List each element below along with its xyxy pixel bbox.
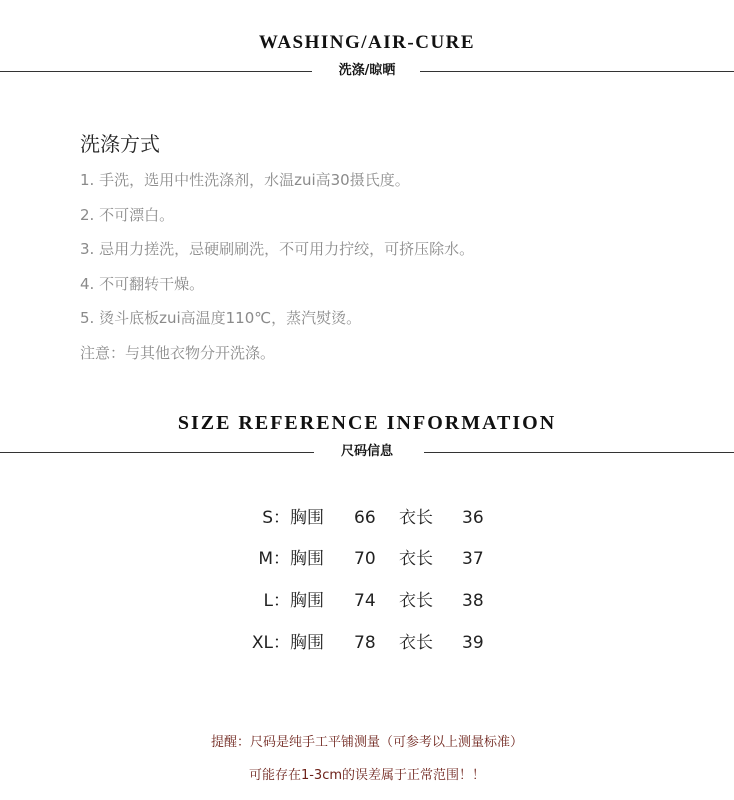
washing-item-3: 3. 忌用力搓洗，忌硬刷刷洗，不可用力拧绞，可挤压除水。: [80, 240, 475, 258]
measurement-error-note: 可能存在1-3cm的误差属于正常范围！！: [248, 768, 486, 783]
divider-line-right: [424, 452, 734, 453]
washing-instructions-list: [80, 163, 474, 370]
length-label: 衣长: [399, 591, 433, 611]
size-title-en: SIZE REFERENCE INFORMATION: [177, 412, 557, 434]
size-title-cn: 尺码信息: [340, 444, 393, 459]
chest-value: 66: [354, 508, 376, 528]
size-label: M：: [258, 549, 290, 569]
length-label: 衣长: [399, 549, 433, 569]
washing-item-4: 4. 不可翻转干燥。: [80, 274, 205, 293]
washing-item-2: 2. 不可漂白。: [80, 205, 175, 224]
chest-label: 胸围: [290, 549, 324, 569]
size-label: S：: [262, 508, 290, 528]
washing-note: 注意：与其他衣物分开洗涤。: [80, 343, 276, 362]
washing-method-heading: 洗涤方式: [80, 132, 160, 156]
washing-item-1: 1. 手洗，选用中性洗涤剂，水温zui高30摄氏度。: [80, 171, 410, 189]
measurement-reminder: 提醒：尺码是纯手工平铺测量（可参考以上测量标准）: [210, 735, 523, 750]
size-label: L：: [263, 591, 290, 611]
divider-line-right: [420, 71, 734, 72]
chest-value: 70: [354, 549, 376, 569]
washing-item-5: 5. 烫斗底板zui高温度110℃，蒸汽熨烫。: [80, 309, 362, 327]
washing-divider: [0, 62, 734, 82]
length-value: 37: [462, 549, 484, 569]
washing-title-en: WASHING/AIR-CURE: [258, 32, 476, 53]
length-value: 39: [462, 633, 484, 653]
size-divider: [0, 443, 734, 463]
chest-label: 胸围: [290, 633, 324, 653]
chest-label: 胸围: [290, 591, 324, 611]
size-label: XL：: [251, 633, 290, 653]
length-label: 衣长: [399, 508, 433, 528]
length-value: 36: [462, 508, 484, 528]
chest-value: 78: [354, 633, 376, 653]
washing-title-cn: 洗涤/晾晒: [338, 63, 396, 78]
chest-label: 胸围: [290, 508, 324, 528]
length-value: 38: [462, 591, 484, 611]
chest-value: 74: [354, 591, 376, 611]
length-label: 衣长: [399, 633, 433, 653]
